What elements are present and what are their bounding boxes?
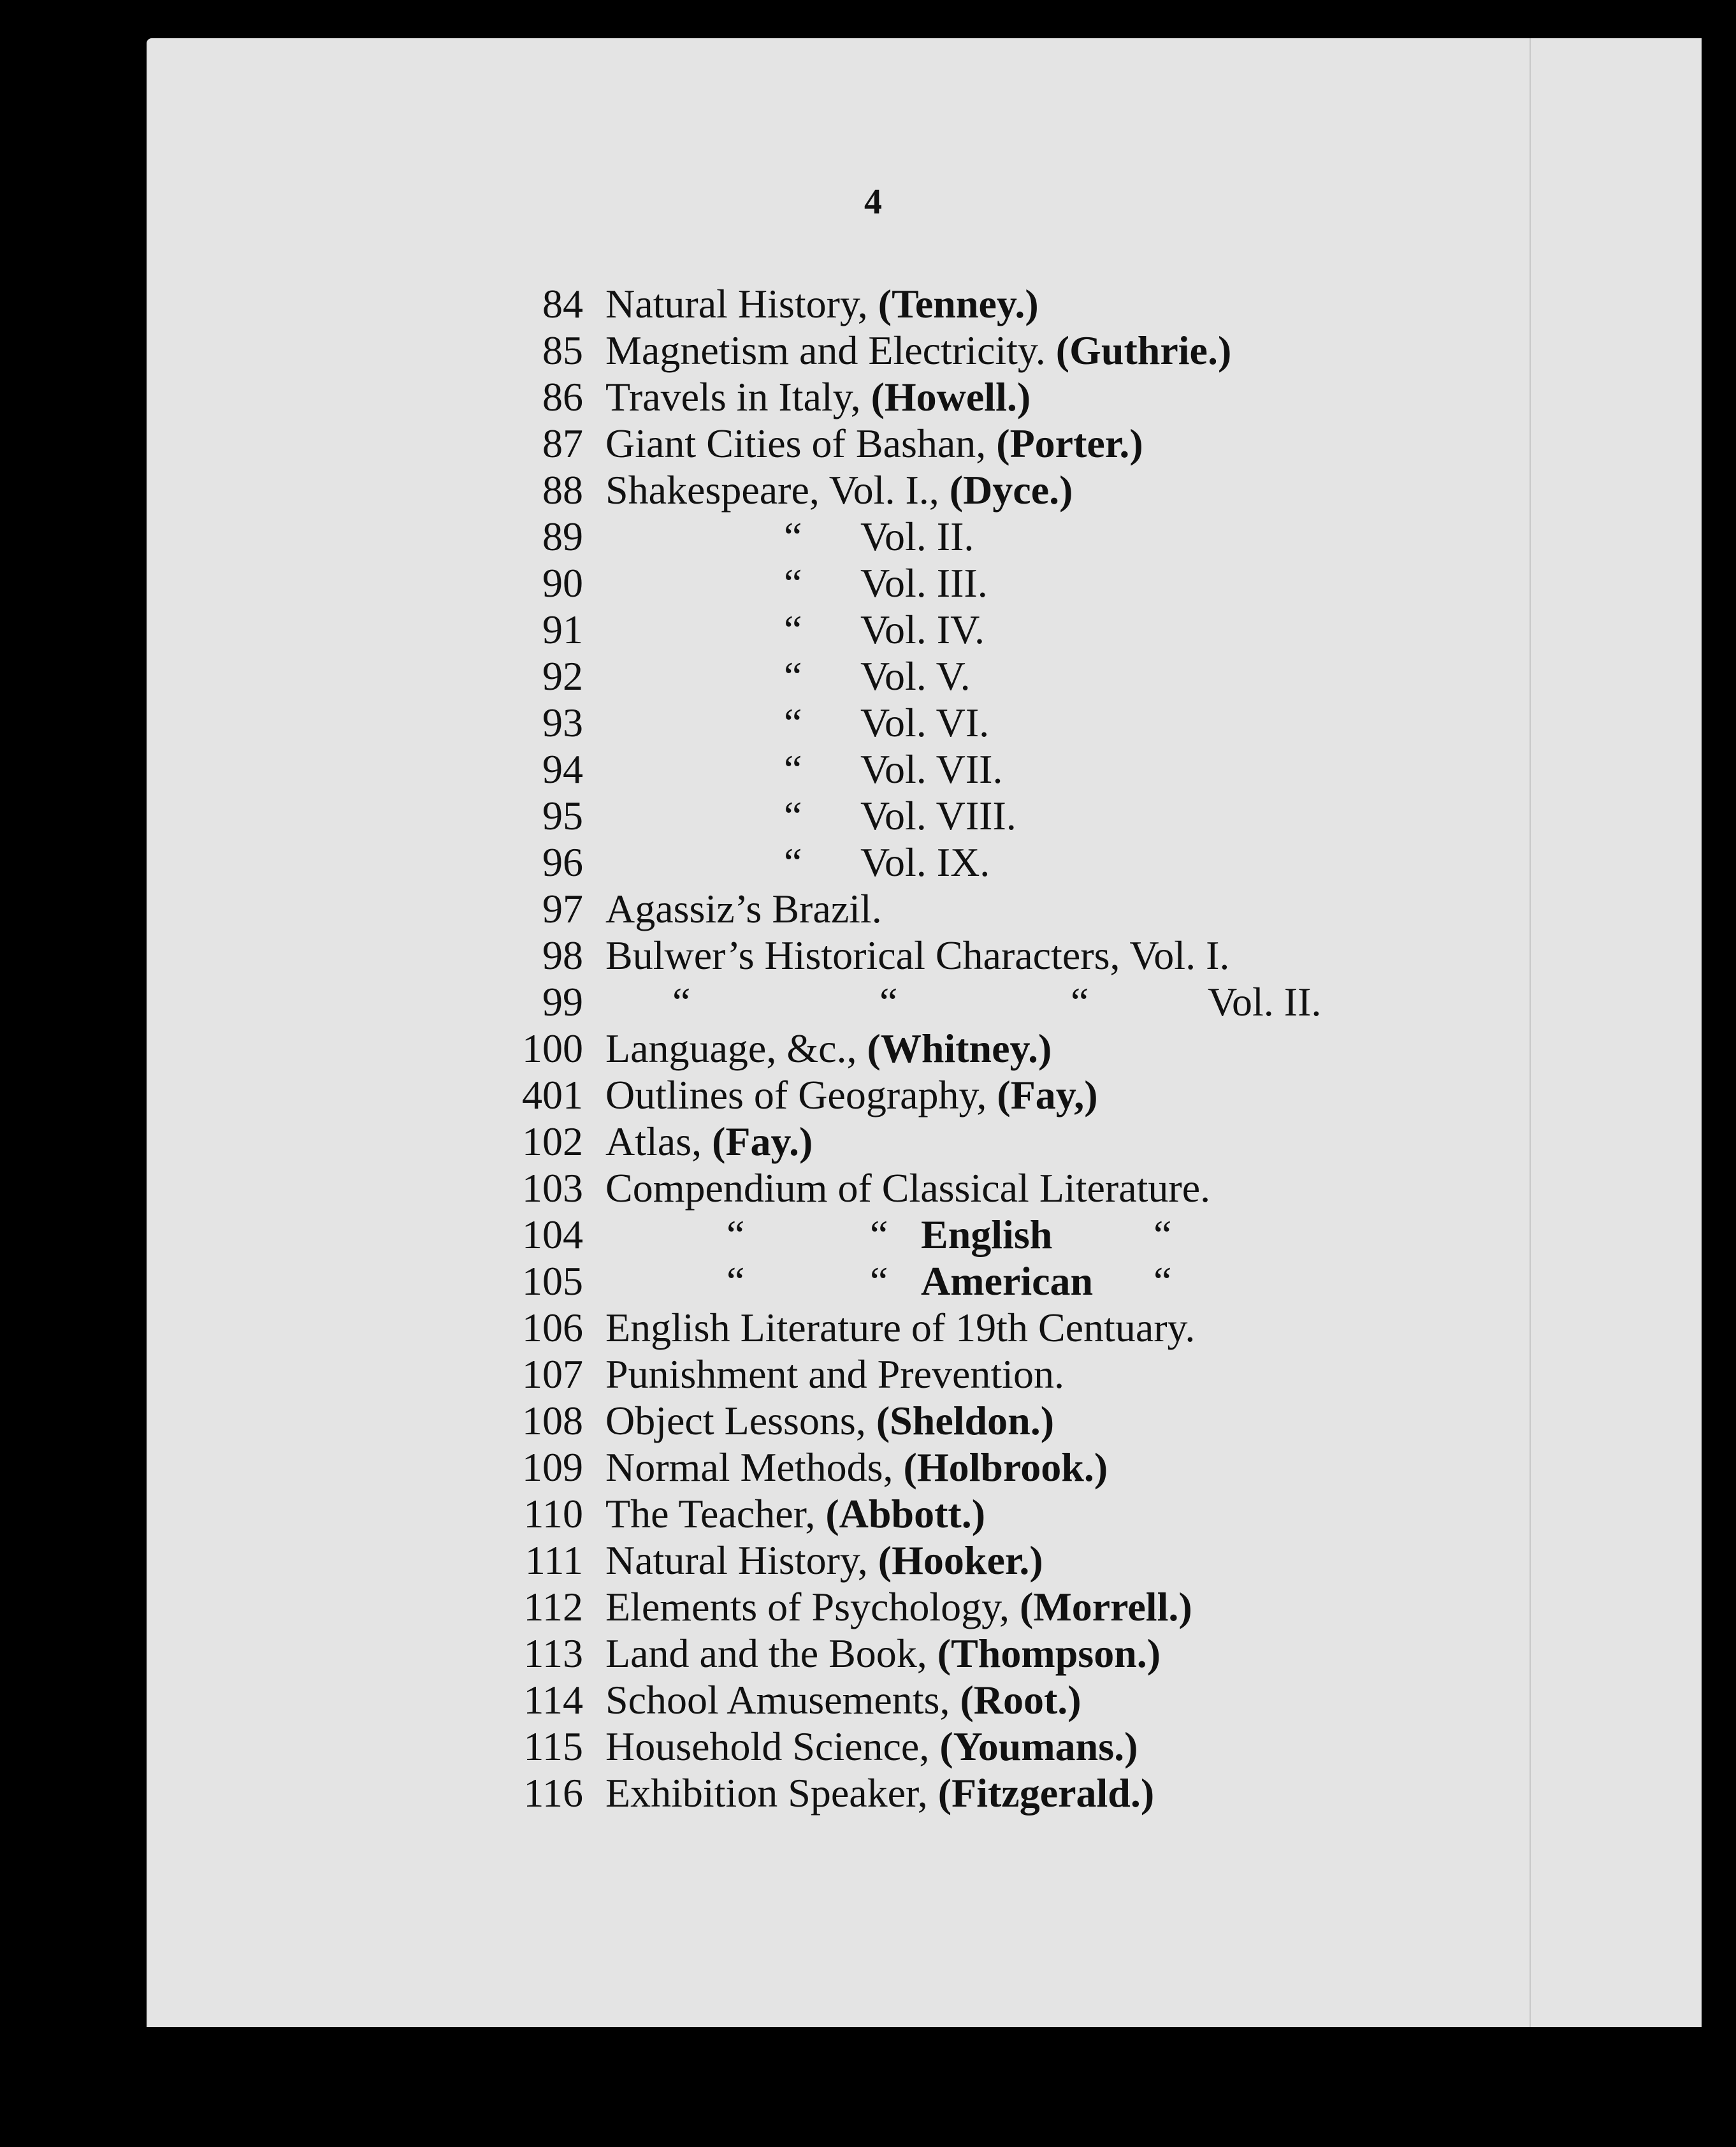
entry-number: 116 [523,1770,583,1816]
entry-number: 85 [542,328,583,373]
entry-number: 108 [522,1398,583,1443]
catalog-page [147,38,1702,2027]
entry-title: Atlas, (Fay.) [605,1119,813,1164]
entry-title: School Amusements, (Root.) [605,1677,1081,1722]
catalog-entry-103 [147,1165,1421,1212]
entry-title: Normal Methods, (Holbrook.) [605,1445,1108,1490]
entry-number: 99 [542,979,583,1024]
catalog-entry-95 [147,792,1421,840]
entry-volume: Vol. III. [860,560,988,606]
catalog-entry-94 [147,746,1421,793]
catalog-entry-85 [147,327,1421,374]
catalog-entry-114 [147,1677,1421,1724]
ditto-mark: “ [784,560,802,606]
catalog-entry-90 [147,560,1421,607]
catalog-entry-88 [147,467,1421,514]
entry-number: 113 [523,1631,583,1676]
entry-title: Natural History, (Hooker.) [605,1538,1043,1583]
entry-title: Natural History, (Tenney.) [605,281,1039,326]
ditto-mark: “ [870,1258,888,1304]
entry-volume: Vol. IX. [860,840,990,885]
catalog-entry-401 [147,1072,1421,1119]
catalog-entry-102 [147,1118,1421,1165]
entry-number: 90 [542,560,583,606]
ditto-mark: “ [1071,979,1089,1024]
entry-number: 93 [542,700,583,745]
entry-title: Giant Cities of Bashan, (Porter.) [605,421,1143,466]
catalog-entry-105 [147,1258,1421,1305]
entry-number: 91 [542,607,583,652]
catalog-entry-100 [147,1025,1421,1072]
page-fold-line [1530,38,1531,2027]
entry-title: Shakespeare, Vol. I., (Dyce.) [605,467,1073,513]
entry-volume: Vol. VII. [860,746,1003,792]
entry-volume: Vol. VIII. [860,793,1016,838]
entry-number: 401 [522,1072,583,1117]
catalog-entry-115 [147,1723,1421,1770]
entry-number: 112 [523,1584,583,1629]
entry-volume: Vol. V. [860,653,971,699]
ditto-mark: “ [784,840,802,885]
entry-number: 89 [542,514,583,559]
ditto-mark: “ [727,1258,745,1304]
entry-title: Household Science, (Youmans.) [605,1724,1138,1769]
catalog-entry-106 [147,1304,1421,1351]
entry-title: Punishment and Prevention. [605,1351,1064,1397]
entry-number: 104 [522,1212,583,1257]
entry-number: 86 [542,374,583,419]
ditto-mark: “ [1154,1212,1172,1257]
entry-number: 102 [522,1119,583,1164]
entry-title: Language, &c., (Whitney.) [605,1026,1052,1071]
catalog-entry-99 [147,979,1421,1026]
catalog-entry-84 [147,280,1421,328]
entry-title: Elements of Psychology, (Morrell.) [605,1584,1192,1629]
catalog-entry-91 [147,606,1421,653]
catalog-entry-87 [147,420,1421,467]
catalog-entry-86 [147,374,1421,421]
entry-number: 92 [542,653,583,699]
catalog-entry-110 [147,1490,1421,1538]
catalog-entry-112 [147,1583,1421,1631]
entry-volume: Vol. IV. [860,607,985,652]
entry-number: 106 [522,1305,583,1350]
catalog-entry-104 [147,1211,1421,1258]
entry-title: Outlines of Geography, (Fay,) [605,1072,1098,1117]
catalog-entry-97 [147,885,1421,933]
entry-number: 95 [542,793,583,838]
catalog-entry-113 [147,1630,1421,1677]
ditto-mark: “ [672,979,691,1024]
ditto-mark: “ [727,1212,745,1257]
entry-title: Object Lessons, (Sheldon.) [605,1398,1054,1443]
entry-number: 107 [522,1351,583,1397]
entry-number: 97 [542,886,583,931]
entry-title: Travels in Italy, (Howell.) [605,374,1031,419]
entry-number: 96 [542,840,583,885]
entry-number: 87 [542,421,583,466]
catalog-entry-111 [147,1537,1421,1584]
entry-volume: Vol. VI. [860,700,990,745]
entry-title: Land and the Book, (Thompson.) [605,1631,1161,1676]
ditto-mark: “ [879,979,898,1024]
entry-subject: English [921,1212,1053,1257]
ditto-mark: “ [784,514,802,559]
entry-number: 109 [522,1445,583,1490]
catalog-entry-93 [147,699,1421,746]
entry-volume: Vol. II. [860,514,974,559]
entry-number: 94 [542,746,583,792]
entry-title: Exhibition Speaker, (Fitzgerald.) [605,1770,1155,1816]
entry-title: Agassiz’s Brazil. [605,886,882,931]
catalog-entry-116 [147,1770,1421,1817]
entry-number: 88 [542,467,583,513]
ditto-mark: “ [784,746,802,792]
ditto-mark: “ [784,793,802,838]
entry-number: 105 [522,1258,583,1304]
entry-number: 84 [542,281,583,326]
catalog-entry-109 [147,1444,1421,1491]
ditto-mark: “ [784,700,802,745]
entry-number: 111 [524,1538,583,1583]
catalog-entry-107 [147,1351,1421,1398]
entry-title: Compendium of Classical Literature. [605,1165,1211,1211]
catalog-entry-92 [147,653,1421,700]
catalog-entry-89 [147,513,1421,560]
catalog-entry-98 [147,932,1421,979]
entry-number: 115 [523,1724,583,1769]
catalog-entry-108 [147,1397,1421,1445]
page-number: 4 [864,182,882,222]
entry-number: 98 [542,933,583,978]
entry-volume: Vol. II. [1208,979,1322,1024]
ditto-mark: “ [1154,1258,1172,1304]
entry-number: 103 [522,1165,583,1211]
entry-number: 114 [523,1677,583,1722]
catalog-entry-96 [147,839,1421,886]
entry-number: 100 [522,1026,583,1071]
entry-number: 110 [523,1491,583,1536]
entry-title: Bulwer’s Historical Characters, Vol. I. [605,933,1230,978]
entry-title: The Teacher, (Abbott.) [605,1491,985,1536]
ditto-mark: “ [870,1212,888,1257]
ditto-mark: “ [784,653,802,699]
entry-title: Magnetism and Electricity. (Guthrie.) [605,328,1232,373]
entry-subject: American [921,1258,1094,1304]
entry-title: English Literature of 19th Centuary. [605,1305,1196,1350]
ditto-mark: “ [784,607,802,652]
